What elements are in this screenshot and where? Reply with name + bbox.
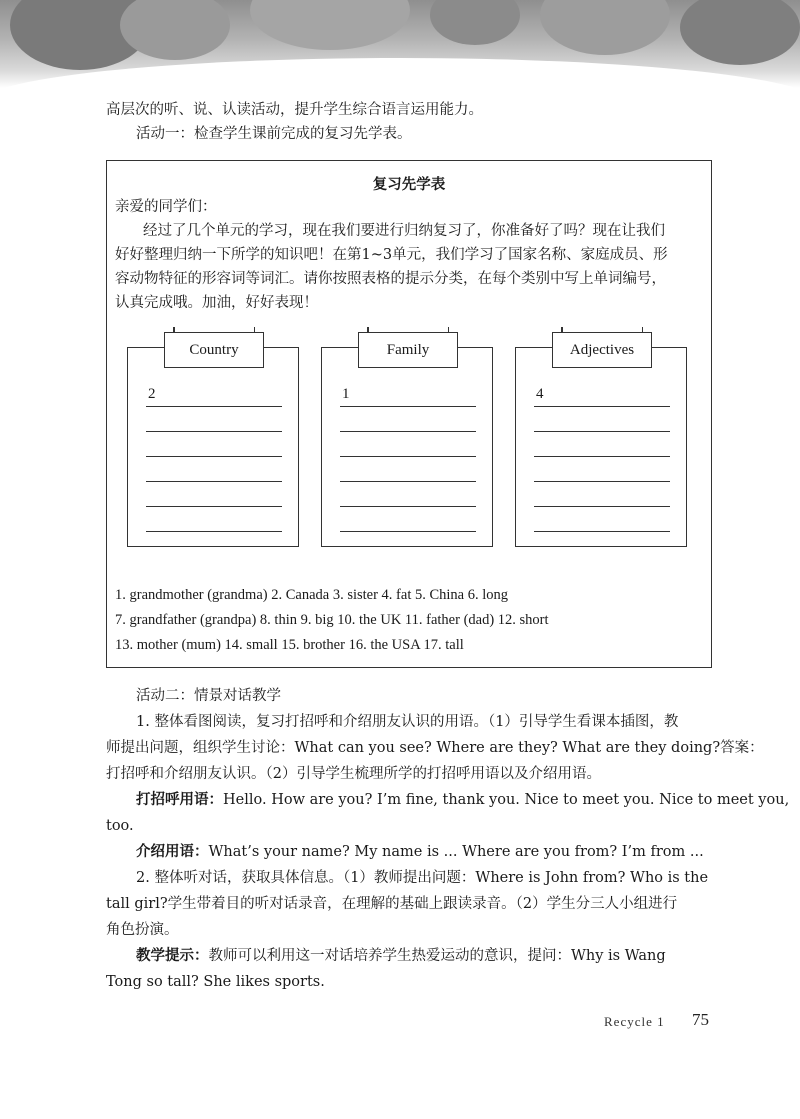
worksheet-paragraph-line: 经过了几个单元的学习，现在我们要进行归纳复习了，你准备好了吗？现在让我们 xyxy=(143,223,665,239)
page-number: 75 xyxy=(692,1010,709,1029)
introduction-phrases-label: 介绍用语： xyxy=(136,843,209,860)
word-list-line: 7. grandfather (grandpa) 8. thin 9. big 10. the UK 11. father (dad) 12. short xyxy=(115,612,549,628)
introduction-phrases-text: What’s your name? My name is ... Where are you from? I’m from ... xyxy=(208,844,704,860)
family-first-number: 1 xyxy=(342,386,350,402)
header-banner xyxy=(0,0,800,88)
greeting-phrases xyxy=(136,790,789,810)
adjectives-first-number: 4 xyxy=(536,386,544,402)
teaching-tip-label: 教学提示： xyxy=(136,947,209,964)
review-worksheet xyxy=(106,160,712,668)
greeting-phrases-continued: too. xyxy=(106,818,134,834)
word-list-line: 13. mother (mum) 14. small 15. brother 16. the USA 17. tall xyxy=(115,637,464,653)
step-one-line: 打招呼和介绍朋友认识。（2）引导学生梳理所学的打招呼用语以及介绍用语。 xyxy=(106,766,601,782)
greeting-phrases-text: Hello. How are you? I’m fine, thank you. Nice to meet you. Nice to meet you, xyxy=(223,792,790,808)
footer-section: Recycle 1 xyxy=(604,1014,665,1029)
step-one-line: 师提出问题，组织学生讨论：What can you see? Where are they? What are they doing?答案： xyxy=(106,740,764,756)
worksheet-paragraph-line: 好好整理归纳一下所学的知识吧！在第1~3单元，我们学习了国家名称、家庭成员、形 xyxy=(115,247,668,263)
activity-two-heading: 活动二：情景对话教学 xyxy=(136,688,281,704)
teaching-tip-continued: Tong so tall? She likes sports. xyxy=(106,974,325,990)
country-column xyxy=(127,341,299,547)
step-one-line: 1. 整体看图阅读，复习打招呼和介绍朋友认识的用语。（1）引导学生看课本插图，教 xyxy=(136,714,679,730)
adjectives-column-label: Adjectives xyxy=(552,332,652,368)
word-list-line: 1. grandmother (grandma) 2. Canada 3. sister 4. fat 5. China 6. long xyxy=(115,587,509,603)
greeting-phrases-label: 打招呼用语： xyxy=(136,791,223,808)
introduction-phrases xyxy=(136,842,704,862)
intro-line: 高层次的听、说、认读活动，提升学生综合语言运用能力。 xyxy=(106,102,483,118)
family-column-label: Family xyxy=(358,332,458,368)
country-column-label: Country xyxy=(164,332,264,368)
step-two-line: tall girl?学生带着目的听对话录音，在理解的基础上跟读录音。（2）学生分三人小组进行 xyxy=(106,896,678,912)
step-two-line: 2. 整体听对话，获取具体信息。（1）教师提出问题：Where is John from? Who is the xyxy=(136,870,709,886)
worksheet-paragraph-line: 认真完成哦。加油，好好表现！ xyxy=(115,295,318,311)
adjectives-column xyxy=(515,341,687,547)
teaching-tip xyxy=(136,946,666,966)
activity-one-heading: 活动一：检查学生课前完成的复习先学表。 xyxy=(136,126,412,142)
worksheet-paragraph-line: 容动物特征的形容词等词汇。请你按照表格的提示分类，在每个类别中写上单词编号， xyxy=(115,271,666,287)
family-column xyxy=(321,341,493,547)
teaching-tip-text: 教师可以利用这一对话培养学生热爱运动的意识，提问：Why is Wang xyxy=(208,948,666,964)
step-two-line: 角色扮演。 xyxy=(106,922,179,938)
worksheet-title: 复习先学表 xyxy=(372,177,446,193)
worksheet-greeting: 亲爱的同学们： xyxy=(115,199,217,215)
country-first-number: 2 xyxy=(148,386,156,402)
